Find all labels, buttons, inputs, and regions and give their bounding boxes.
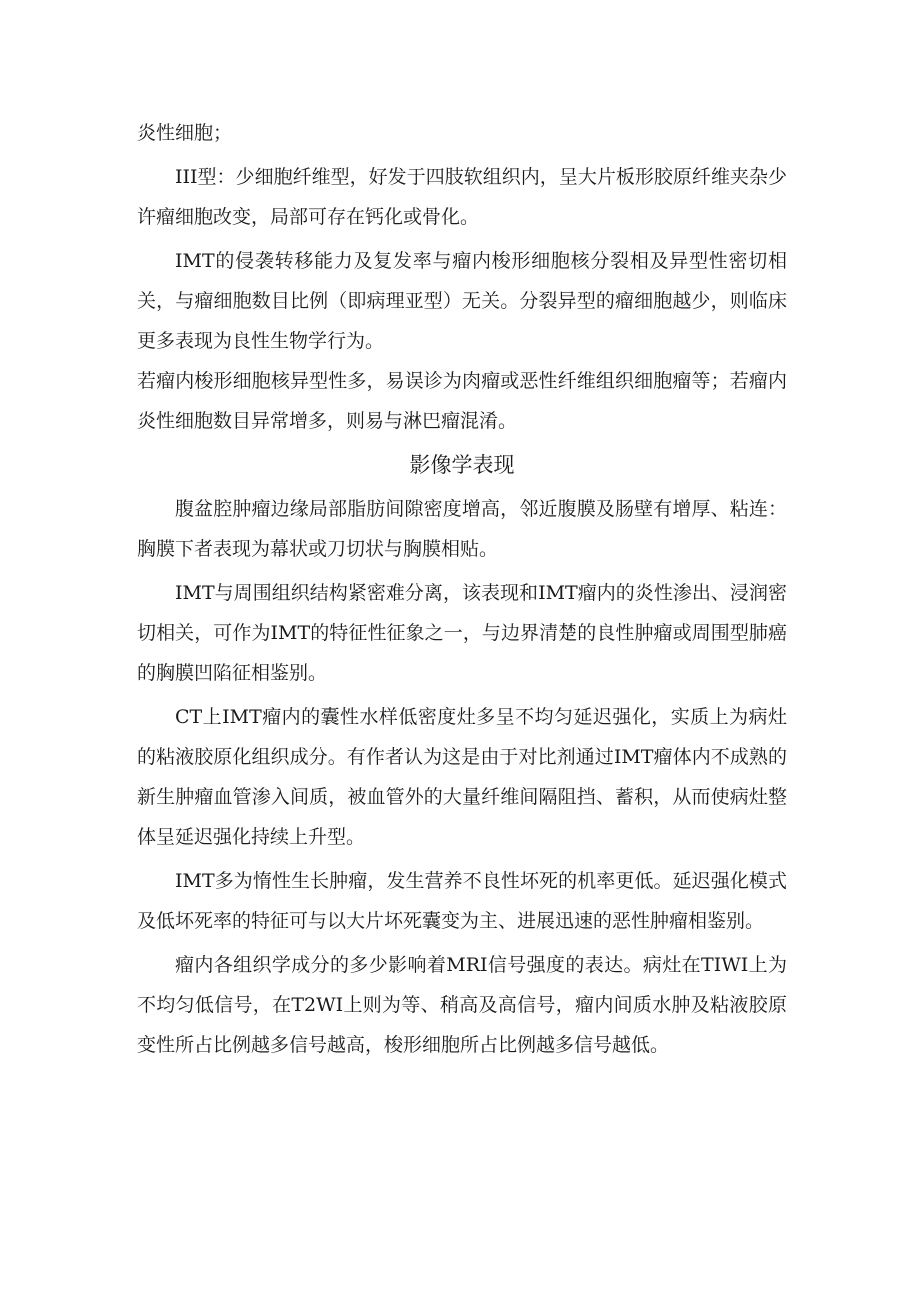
- paragraph-necrosis: IMT多为惰性生长肿瘤，发生营养不良性坏死的机率更低。延迟强化模式及低坏死率的特征可与以大片坏死囊变为主、进展迅速的恶性肿瘤相鉴别。: [137, 870, 787, 932]
- document-body: [137, 113, 787, 1065]
- paragraph-continuation: 炎性细胞；: [137, 122, 233, 144]
- paragraph-imt-invasion: IMT的侵袭转移能力及复发率与瘤内梭形细胞核分裂相及异型性密切相关，与瘤细胞数目比例（即病理亚型）无关。分裂异型的瘤细胞越少，则临床更多表现为良性生物学行为。: [137, 250, 787, 352]
- paragraph-type-iii: III型：少细胞纤维型，好发于四肢软组织内，呈大片板形胶原纤维夹杂少许瘤细胞改变，局部可存在钙化或骨化。: [137, 166, 787, 228]
- section-heading: 影像学表现: [409, 453, 515, 477]
- paragraph-misdiagnosis: 若瘤内梭形细胞核异型性多，易误诊为肉瘤或恶性纤维组织细胞瘤等；若瘤内炎性细胞数目异常增多，则易与淋巴瘤混淆。: [137, 370, 787, 432]
- paragraph-peritoneal: 腹盆腔肿瘤边缘局部脂肪间隙密度增高，邻近腹膜及肠壁有增厚、粘连：胸膜下者表现为幕状或刀切状与胸膜相贴。: [137, 498, 787, 560]
- paragraph-mri-signal: 瘤内各组织学成分的多少影响着MRI信号强度的表达。病灶在TIWI上为不均匀低信号，在T2WI上则为等、稍高及高信号，瘤内间质水肿及粘液胶原变性所占比例越多信号越高，梭形细胞所占比例越多信号越低。: [137, 954, 787, 1056]
- paragraph-ct-enhancement: CT上IMT瘤内的囊性水样低密度灶多呈不均匀延迟强化，实质上为病灶的粘液胶原化组织成分。有作者认为这是由于对比剂通过IMT瘤体内不成熟的新生肿瘤血管渗入间质，被血管外的大量纤维间隔阻挡、蓄积，从而使病灶整体呈延迟强化持续上升型。: [137, 706, 787, 848]
- paragraph-imt-adhesion: IMT与周围组织结构紧密难分离，该表现和IMT瘤内的炎性渗出、浸润密切相关，可作为IMT的特征性征象之一，与边界清楚的良性肿瘤或周围型肺癌的胸膜凹陷征相鉴别。: [137, 582, 787, 684]
